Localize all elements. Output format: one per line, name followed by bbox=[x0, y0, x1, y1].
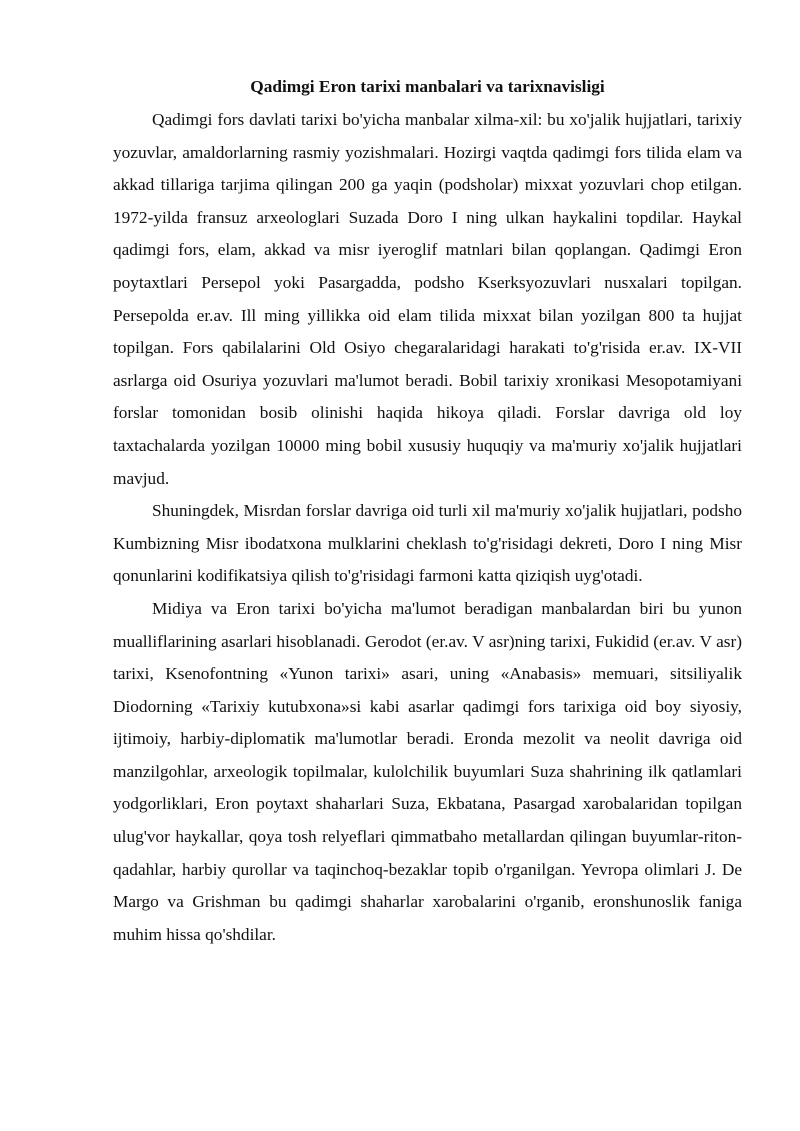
document-title: Qadimgi Eron tarixi manbalari va tarixnavisligi bbox=[250, 77, 605, 96]
paragraph-greek-authors: Midiya va Eron tarixi bo'yicha ma'lumot beradigan manbalardan biri bu yunon mualliflarining asarlari hisoblanadi. Gerodot (er.av. V asr)ning tarixi, Fukidid (er.av. V asr) tarixi, Ksenofontning «Yunon tarixi» asari, uning «Anabasis» memuari, sitsiliyalik Diodorning «Tarixiy kutubxona»si kabi asarlar qadimgi fors tarixiga oid boy siyosiy, ijtimoiy, harbiy-diplomatik ma'lumotlar beradi. Eronda mezolit va neolit davriga oid manzilgohlar, arxeologik topilmalar, kulolchilik buyumlari Suza shahrining ilk qatlamlari yodgorliklari, Eron poytaxt shaharlari Suza, Ekbatana, Pasargad xarobalaridan topilgan ulug'vor haykallar, qoya tosh relyeflari qimmatbaho metallardan qilingan buyumlar-riton-qadahlar, harbiy qurollar va taqinchoq-bezaklar topib o'rganilgan. Yevropa olimlari J. De Margo va Grishman bu qadimgi shaharlar xarobalarini o'rganib, eronshunoslik faniga muhim hissa qo'shdilar. bbox=[113, 598, 742, 944]
paragraph-egypt: Shuningdek, Misrdan forslar davriga oid turli xil ma'muriy xo'jalik hujjatlari, podsho Kumbizning Misr ibodatxona mulklarini cheklash to'g'risidagi dekreti, Doro I ning Misr qonunlarini kodifikatsiya qilish to'g'risidagi farmoni katta qiziqish uyg'otadi. bbox=[113, 501, 742, 586]
paragraph-sources: Qadimgi fors davlati tarixi bo'yicha manbalar xilma-xil: bu xo'jalik hujjatlari, tarixiy yozuvlar, amaldorlarning rasmiy yozishmalari. Hozirgi vaqtda qadimgi fors tilida elam va akkad tillariga tarjima qilingan 200 ga yaqin (podsholar) mixxat yozuvlari chop etilgan. 1972-yilda fransuz arxeologlari Suzada Doro I ning ulkan haykalini topdilar. Haykal qadimgi fors, elam, akkad va misr iyeroglif matnlari bilan qoplangan. Qadimgi Eron poytaxtlari Persepol yoki Pasargadda, podsho Kserksyozuvlari nusxalari topilgan. Persepolda er.av. Ill ming yillikka oid elam tilida mixxat bilan yozilgan 800 ta hujjat topilgan. Fors qabilalarini Old Osiyo chegaralaridagi harakati to'g'risida er.av. IX-VII asrlarga oid Osuriya yozuvlari ma'lumot beradi. Bobil tarixiy xronikasi Mesopotamiyani forslar tomonidan bosib olinishi haqida hikoya qiladi. Forslar davriga old loy taxtachalarda yozilgan 10000 ming bobil xususiy huquqiy va ma'muriy xo'jalik hujjatlari mavjud. bbox=[113, 110, 742, 488]
document-page bbox=[113, 76, 742, 951]
